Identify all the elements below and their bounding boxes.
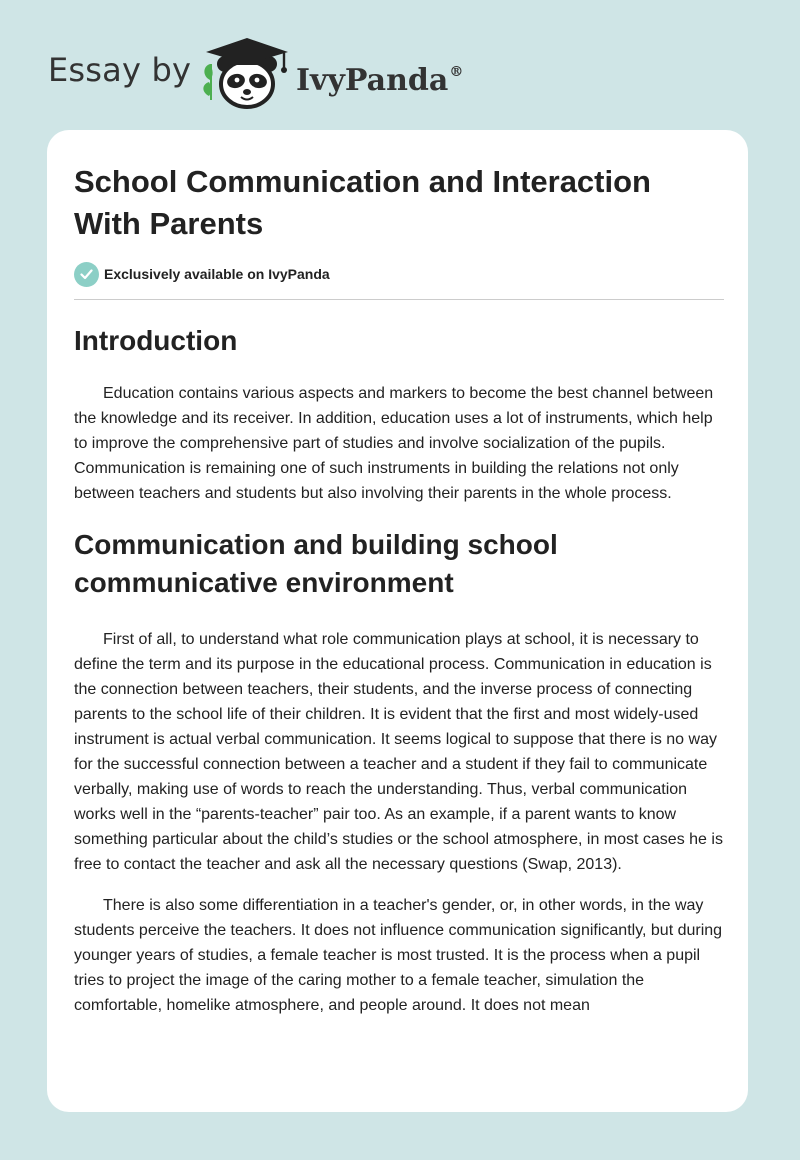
check-circle-icon <box>74 262 99 287</box>
site-header <box>0 0 800 130</box>
panda-graduate-logo-icon[interactable] <box>200 34 294 110</box>
essay-content <box>74 161 724 1018</box>
essay-title: School Communication and Interaction With Parents <box>74 164 651 241</box>
essay-card <box>47 130 748 1112</box>
brand-name-text: IvyPanda <box>296 63 449 98</box>
badge-text: Exclusively available on IvyPanda <box>104 266 330 282</box>
brand-name[interactable] <box>296 52 463 101</box>
paragraph: Education contains various aspects and markers to become the best channel between the knowledge and its receiver. In addition, education uses a lot of instruments, which help to improve the comprehensive part of studies and involve socialization of the pupils. Communication is remaining one of such instruments in building the relations not only between teachers and students but also involving their parents in the whole process. <box>74 385 714 502</box>
divider <box>74 299 724 300</box>
brand-prefix: Essay by <box>48 51 192 89</box>
paragraph: There is also some differentiation in a teacher's gender, or, in other words, in the way students perceive the teachers. It does not influence communication significantly, but during younger years of studies, a female teacher is most trusted. It is the process when a pupil tries to project the image of the caring mother to a female teacher, simulation the comfortable, homelike atmosphere, and people around. It does not mean <box>74 897 723 1014</box>
section-heading-introduction: Introduction <box>74 325 238 356</box>
section-heading-communication: Communication and building school communicative environment <box>74 529 558 598</box>
paragraph: First of all, to understand what role communication plays at school, it is necessary to define the term and its purpose in the educational process. Communication in education is the connection between teachers, their students, and the inverse process of connecting parents to the school life of their children. It is evident that the first and most widely-used instrument is actual verbal communication. It seems logical to suppose that there is no way for the successful connection between a teacher and a student if they fail to communicate verbally, making use of words to reach the understanding. Thus, verbal communication works well in the “parents-teacher” pair too. As an example, if a parent wants to know something particular about the child’s studies or the school atmosphere, in most cases he is free to contact the teacher and ask all the necessary questions (Swap, 2013). <box>74 631 723 873</box>
registered-mark: ® <box>449 64 464 80</box>
exclusive-badge <box>74 260 724 288</box>
